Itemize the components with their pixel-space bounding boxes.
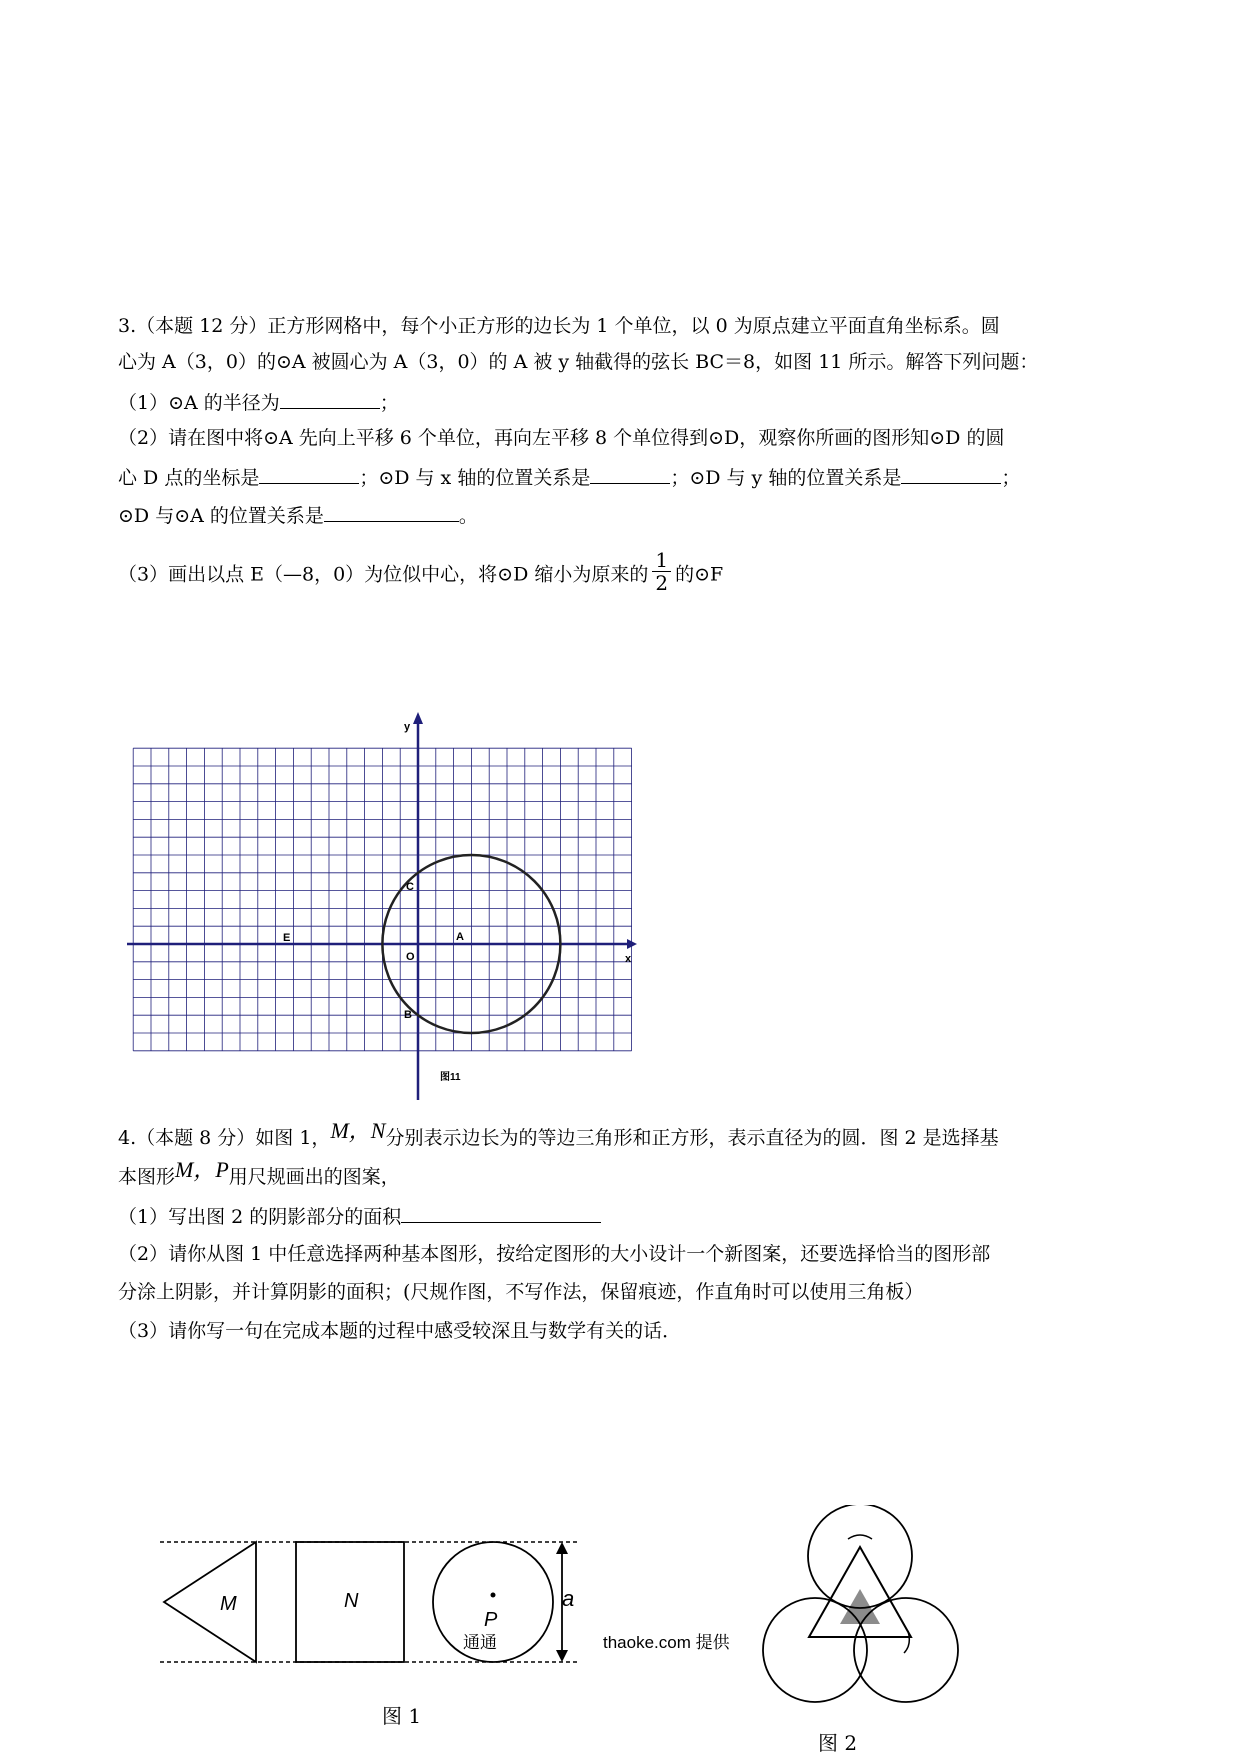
q3-part2-line3 (118, 501, 478, 529)
label-y: y (404, 721, 411, 733)
watermark-right: thaoke.com 提供 (603, 1633, 730, 1652)
q4-symbol-mp: M，P (175, 1157, 229, 1182)
fraction-one-half (652, 549, 671, 594)
arrow-down-icon (556, 1650, 568, 1662)
q3-part2-line2 (118, 463, 1020, 491)
circle-left (763, 1598, 867, 1702)
q3-answer-blank-d-xaxis[interactable] (590, 463, 670, 484)
q4-part3: （3）请你写一句在完成本题的过程中感受较深且与数学有关的话． (118, 1320, 682, 1342)
figure-1-caption: 图 1 (382, 1704, 422, 1728)
q4-line2 (118, 1157, 400, 1190)
q4-answer-blank-area[interactable] (401, 1202, 601, 1223)
arrow-up-icon (556, 1542, 568, 1554)
q4-symbol-mn: M，N (330, 1118, 386, 1143)
q3-answer-blank-d-a[interactable] (324, 501, 459, 522)
q3-part1-text: （1）⊙A 的半径为 (118, 392, 280, 414)
label-a: a (562, 1586, 575, 1611)
q4-part1 (118, 1202, 601, 1230)
watermark-left: 通通 (463, 1633, 497, 1652)
q3-line1: 3.（本题 12 分）正方形网格中，每个小正方形的边长为 1 个单位，以 0 为原点建立平面直角坐标系。圆 (118, 315, 1000, 337)
figure-11-caption: 图11 (440, 1072, 461, 1083)
label-o: O (406, 951, 415, 963)
figure-11-grid (122, 700, 722, 1110)
q4-line1-text-b: 分别表示边长为的等边三角形和正方形，表示直径为的圆．图 2 是选择基 (385, 1127, 999, 1149)
q3-part3 (118, 548, 724, 598)
q3-part3-text: （3）画出以点 E（—8，0）为位似中心，将⊙D 缩小为原来的 (118, 563, 649, 586)
label-x: x (625, 953, 632, 965)
fraction-denominator: 2 (655, 571, 669, 595)
q3-answer-blank-d-coord[interactable] (259, 463, 359, 484)
y-axis-arrow-icon (413, 712, 423, 724)
q3-part2-text-d: ； (1001, 467, 1021, 489)
label-p: P (484, 1609, 498, 1631)
q3-part1 (118, 388, 399, 416)
q3-part1-suffix: ； (379, 392, 399, 414)
q3-part2-text-e: ⊙D 与⊙A 的位置关系是 (118, 505, 324, 527)
q3-part2-text-a: 心 D 点的坐标是 (118, 467, 260, 489)
figure-2 (740, 1505, 980, 1735)
q4-line1 (118, 1118, 999, 1151)
arc-mark-top (848, 1535, 872, 1539)
label-n: N (344, 1590, 359, 1612)
q4-line2-text-b: 用尺规画出的图案， (228, 1166, 400, 1188)
label-m: M (220, 1593, 237, 1615)
q3-part2-text-b: ；⊙D 与 x 轴的位置关系是 (359, 467, 591, 489)
figure-2-caption: 图 2 (818, 1731, 858, 1755)
triangle-m (164, 1542, 256, 1662)
q3-answer-blank-radius[interactable] (280, 388, 380, 409)
grid-lines (133, 748, 631, 1051)
fraction-numerator: 1 (652, 549, 671, 572)
label-e: E (283, 932, 291, 944)
q4-part1-text: （1）写出图 2 的阴影部分的面积 (118, 1206, 402, 1228)
q3-part2-text-f: 。 (458, 505, 478, 527)
figure-1 (160, 1540, 640, 1680)
q3-answer-blank-d-yaxis[interactable] (901, 463, 1001, 484)
q3-part2-line1: （2）请在图中将⊙A 先向上平移 6 个单位，再向左平移 8 个单位得到⊙D，观察你所画的图形知⊙D 的圆 (118, 427, 1005, 449)
q4-part2-line1: （2）请你从图 1 中任意选择两种基本图形，按给定图形的大小设计一个新图案，还要选择恰当的图形部 (118, 1243, 991, 1265)
q3-part2-text-c: ；⊙D 与 y 轴的位置关系是 (670, 467, 902, 489)
q4-part2-line2: 分涂上阴影，并计算阴影的面积；(尺规作图，不写作法，保留痕迹，作直角时可以使用三角板） (118, 1281, 924, 1303)
label-c: C (406, 881, 414, 893)
q4-line1-text-a: 4.（本题 8 分）如图 1， (118, 1127, 331, 1149)
q3-line2: 心为 A（3，0）的⊙A 被圆心为 A（3，0）的 A 被 y 轴截得的弦长 BC＝8，如图 11 所示。解答下列问题： (118, 351, 1039, 373)
label-a: A (456, 931, 464, 943)
label-b: B (404, 1009, 412, 1021)
arc-mark-right (904, 1631, 909, 1653)
circle-p-center (491, 1593, 496, 1598)
q4-line2-text-a: 本图形 (118, 1166, 176, 1188)
q3-part3-suffix: 的⊙F (675, 563, 724, 586)
